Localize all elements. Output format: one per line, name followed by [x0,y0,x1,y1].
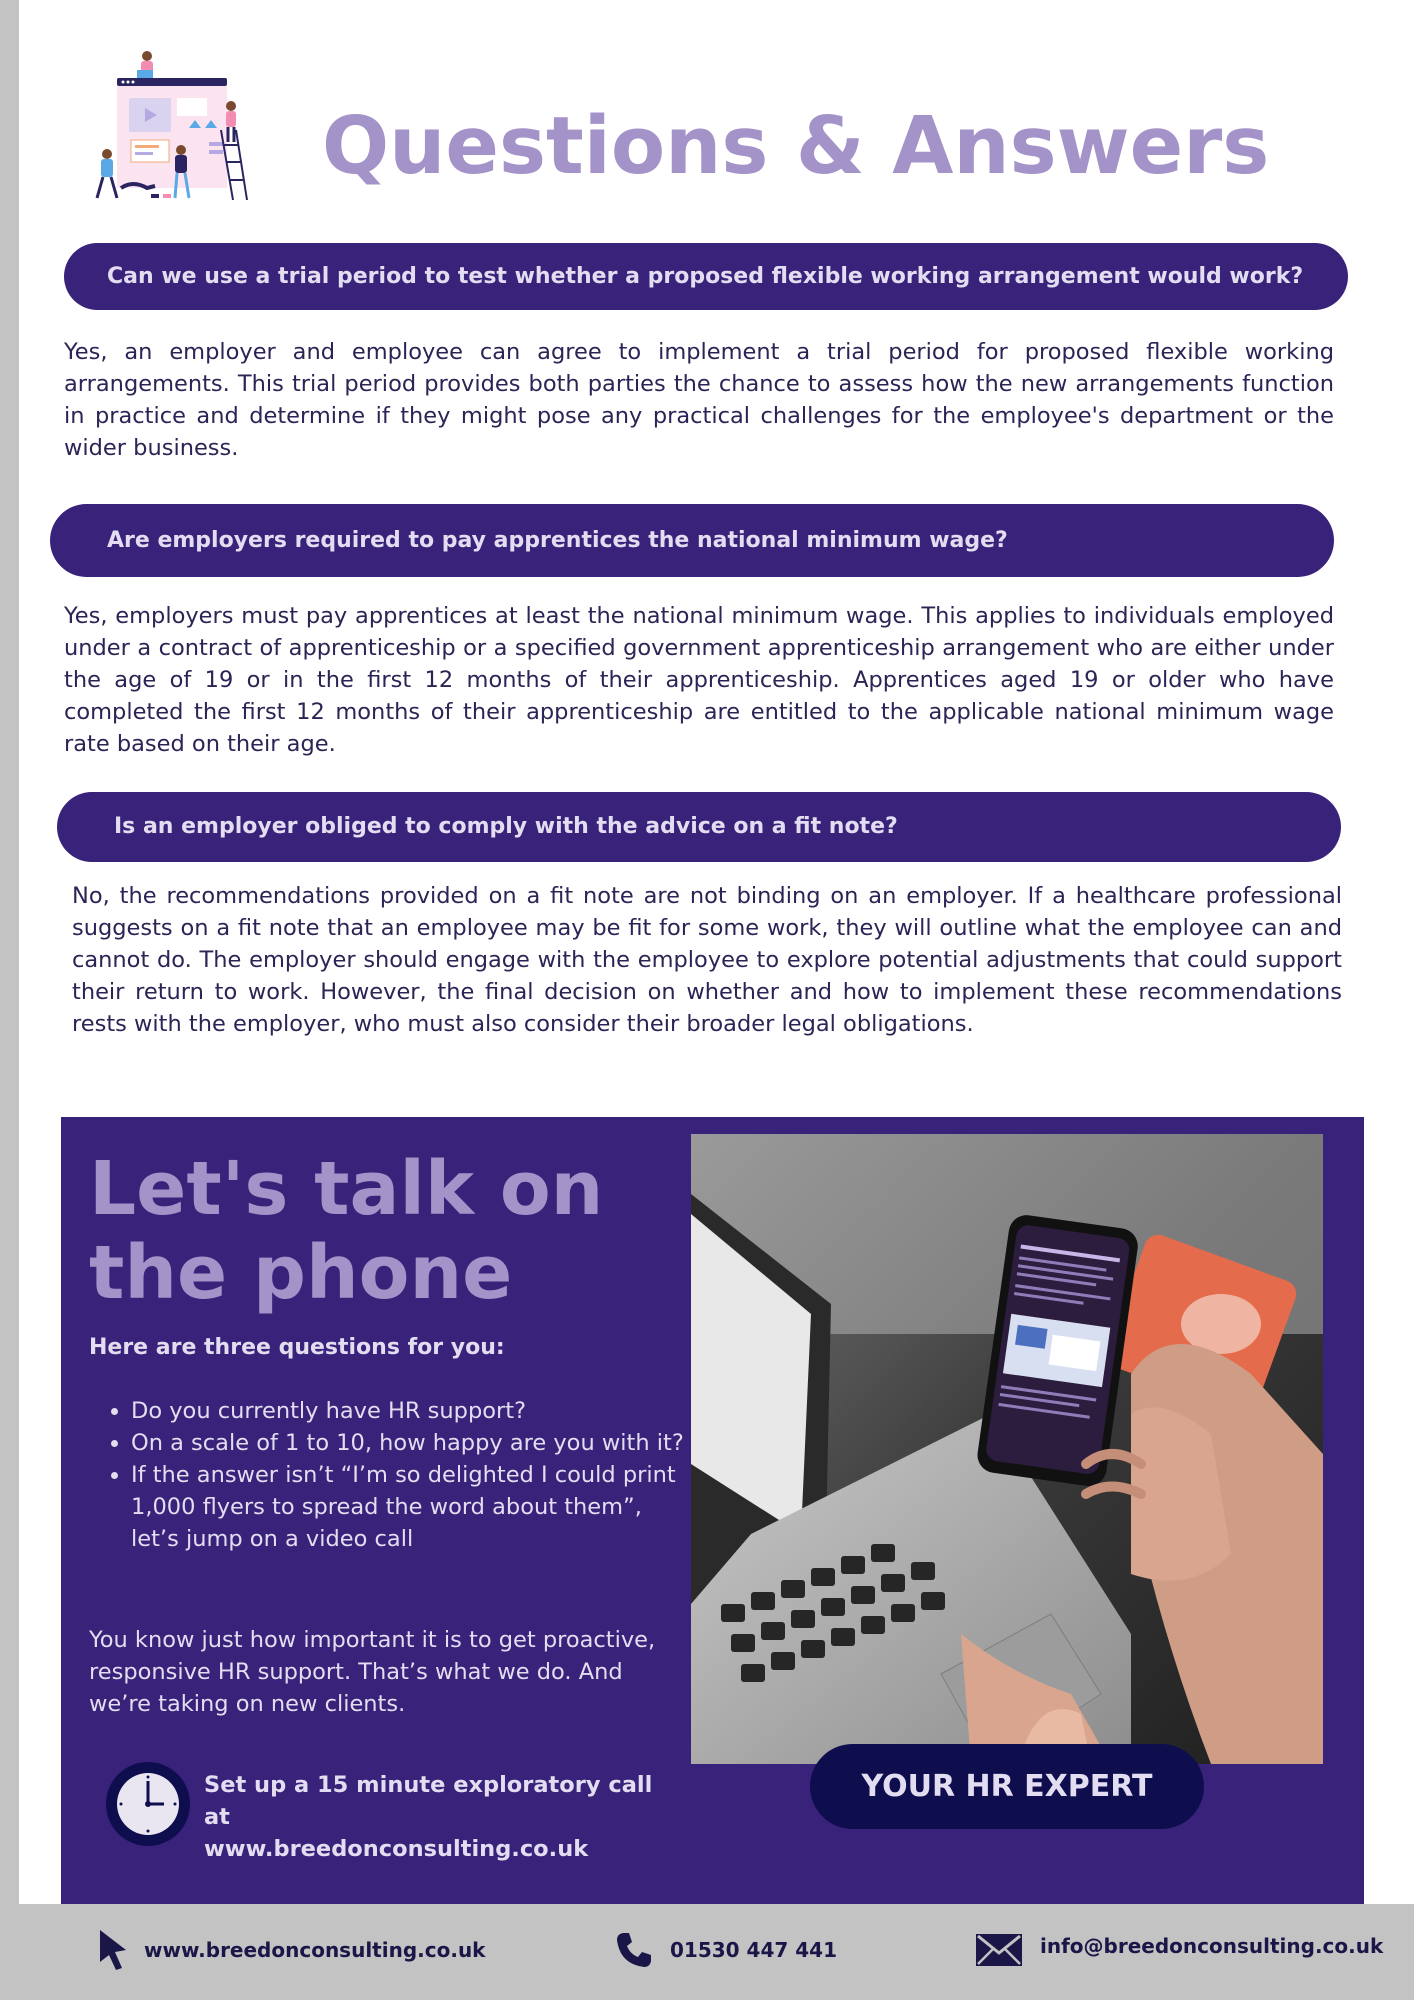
callout-text: Set up a 15 minute exploratory call at [204,1772,653,1830]
phone-laptop-photo [691,1134,1323,1764]
envelope-icon [974,1932,1024,1968]
footer-website[interactable] [98,1925,485,1975]
hr-expert-badge: YOUR HR EXPERT [810,1744,1204,1829]
cta-heading-line: the phone [89,1230,513,1316]
answer-text: Yes, employers must pay apprentices at least the national minimum wage. This applies to individuals employed under a contract of apprenticeship or a specified government apprenticeship arrangement who are either under the age of 19 or in the first 12 months of their apprenticeship. Apprentices aged 19 or older who have completed the first 12 months of their apprenticeship are entitled to the applicable national minimum wage rate based on their age. [64,603,1334,757]
question-text: Is an employer obliged to comply with the advice on a fit note? [114,814,898,839]
phone-number[interactable]: 01530 447 441 [670,1938,838,1962]
cta-callout [204,1769,674,1865]
page-title: Questions & Answers [322,100,1270,192]
cursor-icon [98,1928,128,1972]
cta-question-list [101,1395,691,1555]
website-link[interactable]: www.breedonconsulting.co.uk [144,1938,486,1962]
list-item: • Do you currently have HR support? [131,1395,691,1427]
cta-heading [89,1147,603,1315]
answer-text: No, the recommendations provided on a fit note are not binding on an employer. If a healthcare professional suggests on a fit note that an employee may be fit for some work, they will outline what the employee can and cannot do. The employer should engage with the employee to explore potential adjustments that could support their return to work. However, the final decision on whether and how to implement these recommendations rests with the employer, who must also consider their broader legal obligations. [72,883,1342,1037]
list-item: • If the answer isn’t “I’m so delighted I could print 1,000 flyers to spread the word about them”, let’s jump on a video call [131,1459,691,1555]
list-item: • On a scale of 1 to 10, how happy are you with it? [131,1427,691,1459]
cta-heading-line: Let's talk on [89,1146,604,1232]
callout-link[interactable]: www.breedonconsulting.co.uk [204,1836,589,1862]
question-bar [64,243,1348,310]
team-illustration [81,50,271,205]
footer-phone[interactable] [614,1925,837,1975]
email-link[interactable]: info@breedonconsulting.co.uk [1040,1934,1384,1958]
cta-subheading: Here are three questions for you: [89,1335,505,1360]
question-text: Can we use a trial period to test whether a proposed flexible working arrangement would work? [107,264,1304,289]
cta-panel [61,1117,1364,1904]
phone-icon [614,1930,654,1970]
footer-email[interactable] [974,1925,1383,1975]
question-text: Are employers required to pay apprentices the national minimum wage? [107,528,1008,553]
clock-icon [105,1761,191,1847]
cta-paragraph: You know just how important it is to get proactive, responsive HR support. That’s what we do. And we’re taking on new clients. [89,1627,656,1717]
question-bar [50,504,1334,577]
answer-text: Yes, an employer and employee can agree to implement a trial period for proposed flexible working arrangements. This trial period provides both parties the chance to assess how the new arrangements function in practice and determine if they might pose any practical challenges for the employee's department or the wider business. [64,339,1334,461]
question-bar [57,792,1341,862]
